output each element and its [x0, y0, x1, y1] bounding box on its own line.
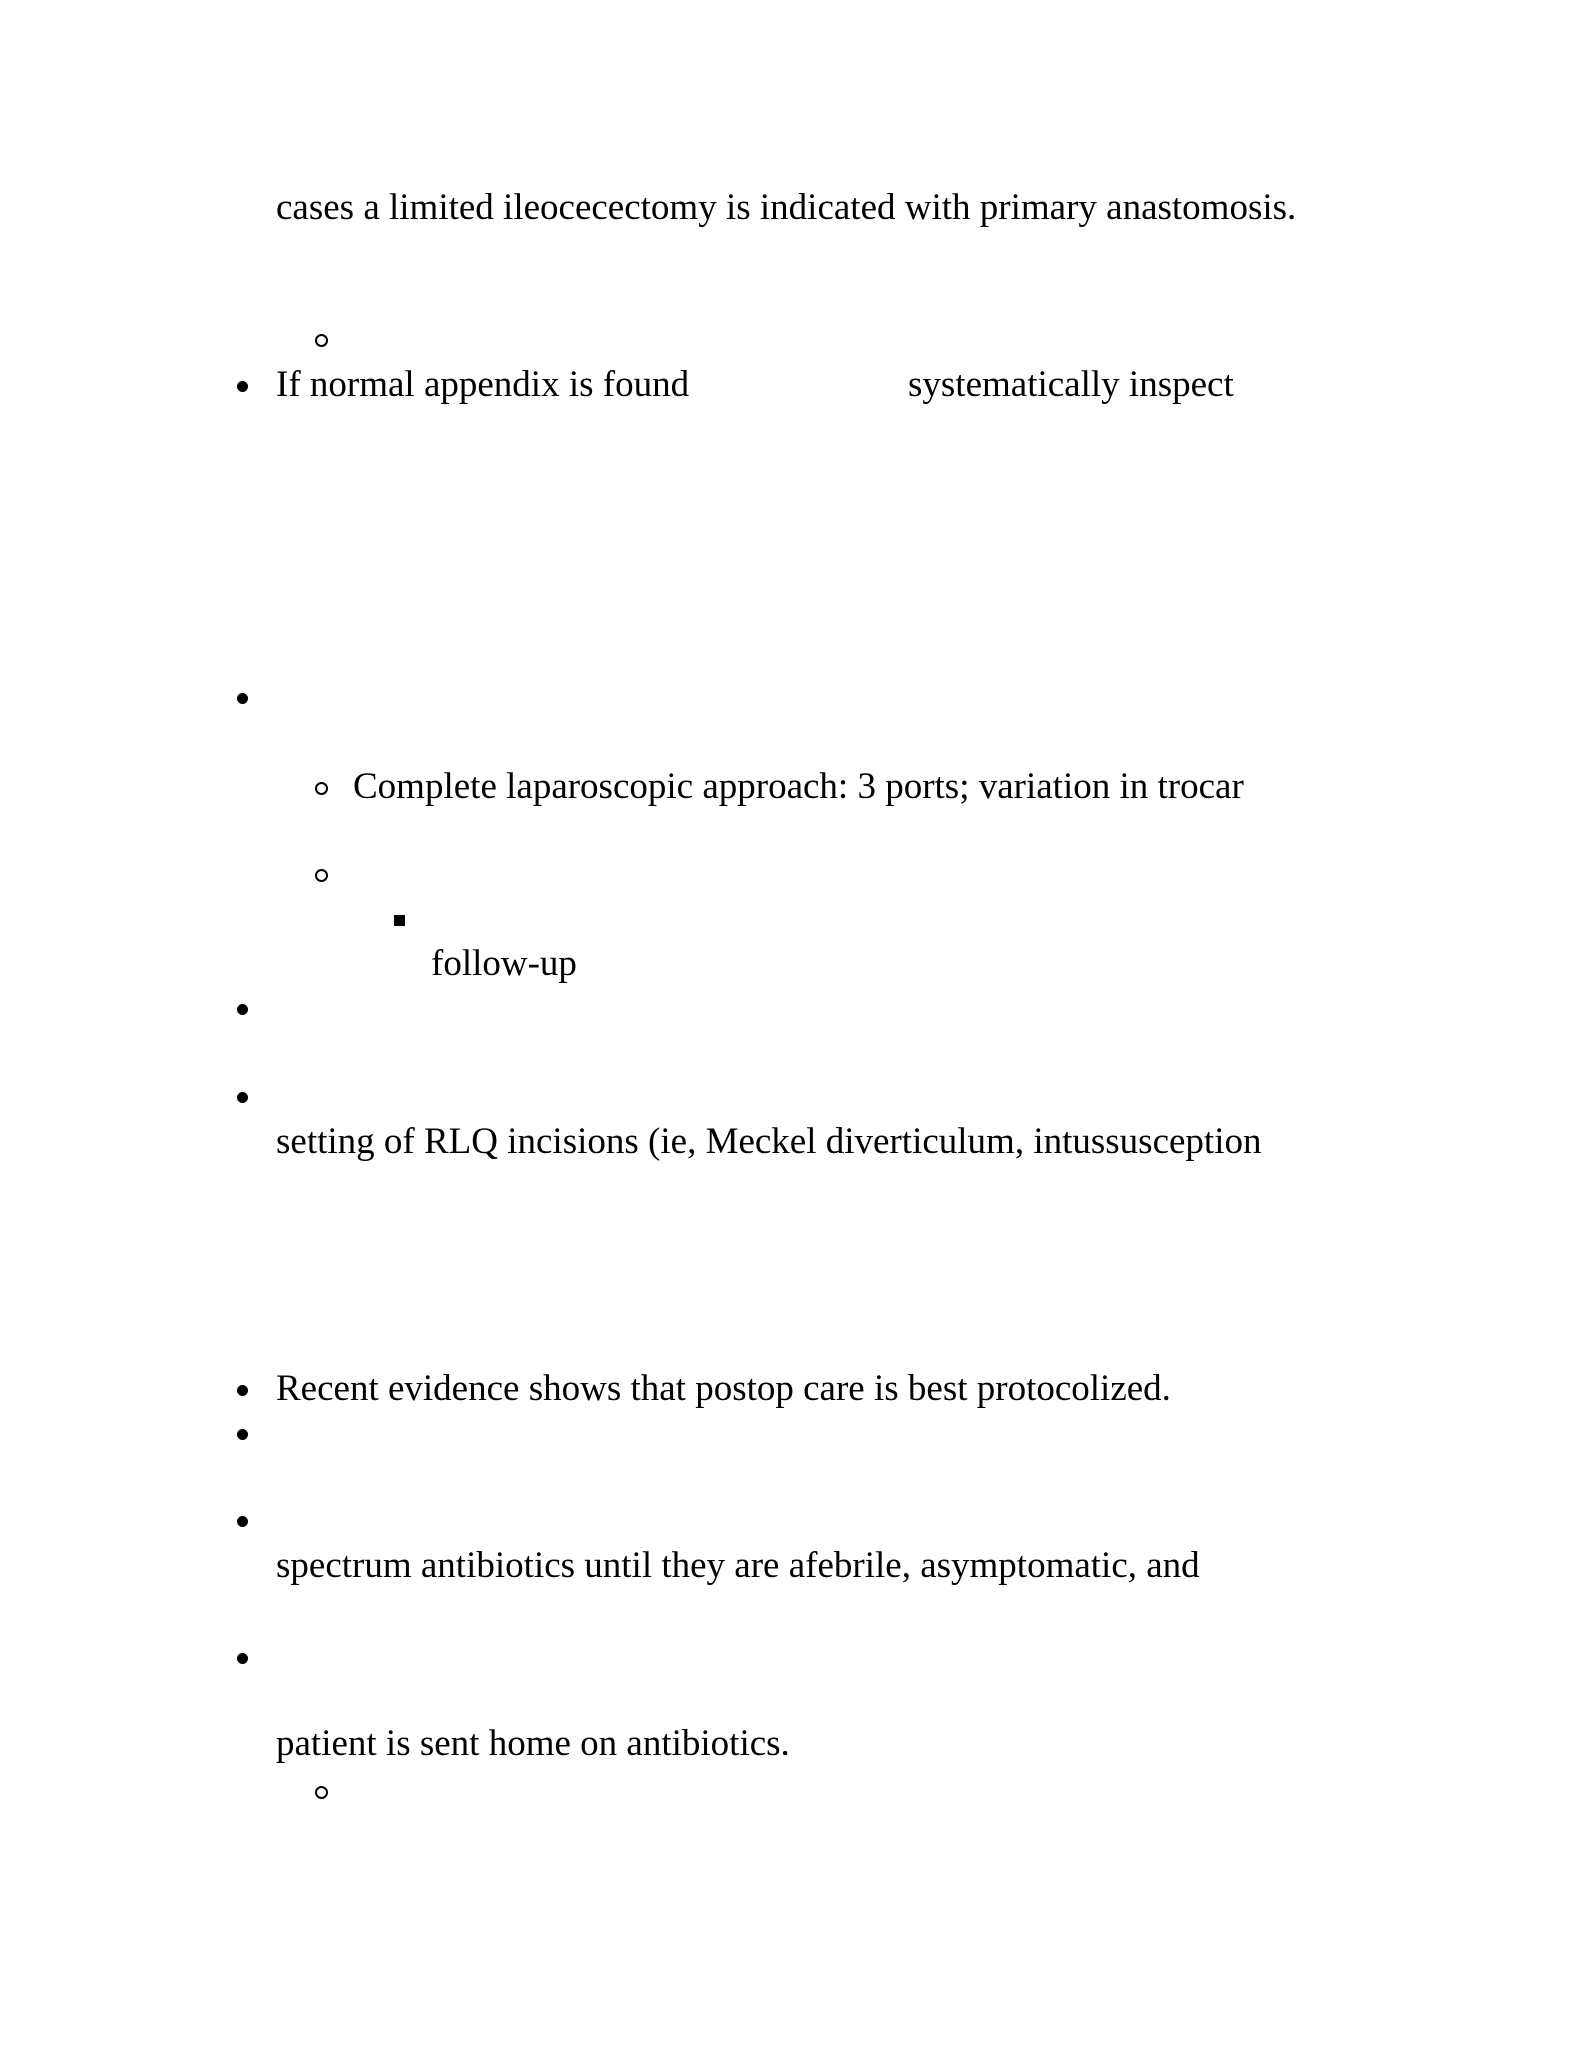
- circle-bullet-icon: [315, 1786, 328, 1799]
- text-line-recent-evidence: Recent evidence shows that postop care is best protocolized.: [276, 1368, 1171, 1409]
- disc-bullet-icon: [237, 1429, 248, 1440]
- text-line-normal-appendix: If normal appendix is found: [276, 364, 690, 405]
- text-line-follow-up: follow-up: [431, 943, 577, 984]
- circle-bullet-icon: [315, 782, 328, 795]
- text-line-laparoscopic-approach: Complete laparoscopic approach: 3 ports; variation in trocar: [353, 766, 1244, 807]
- disc-bullet-icon: [237, 1516, 248, 1527]
- text-line-systematically-inspect: systematically inspect: [908, 364, 1234, 405]
- disc-bullet-icon: [237, 1092, 248, 1103]
- square-bullet-icon: [394, 915, 405, 926]
- circle-bullet-icon: [315, 334, 328, 347]
- disc-bullet-icon: [237, 1653, 248, 1664]
- disc-bullet-icon: [237, 1385, 248, 1396]
- text-line-sent-home: patient is sent home on antibiotics.: [276, 1723, 790, 1764]
- text-line-spectrum-antibiotics: spectrum antibiotics until they are afebrile, asymptomatic, and: [276, 1545, 1200, 1586]
- text-line-rlq-incisions: setting of RLQ incisions (ie, Meckel diverticulum, intussusception: [276, 1121, 1262, 1162]
- disc-bullet-icon: [237, 381, 248, 392]
- disc-bullet-icon: [237, 1004, 248, 1015]
- disc-bullet-icon: [237, 693, 248, 704]
- circle-bullet-icon: [315, 869, 328, 882]
- text-line-ileocecectomy: cases a limited ileocecectomy is indicated with primary anastomosis.: [276, 187, 1297, 228]
